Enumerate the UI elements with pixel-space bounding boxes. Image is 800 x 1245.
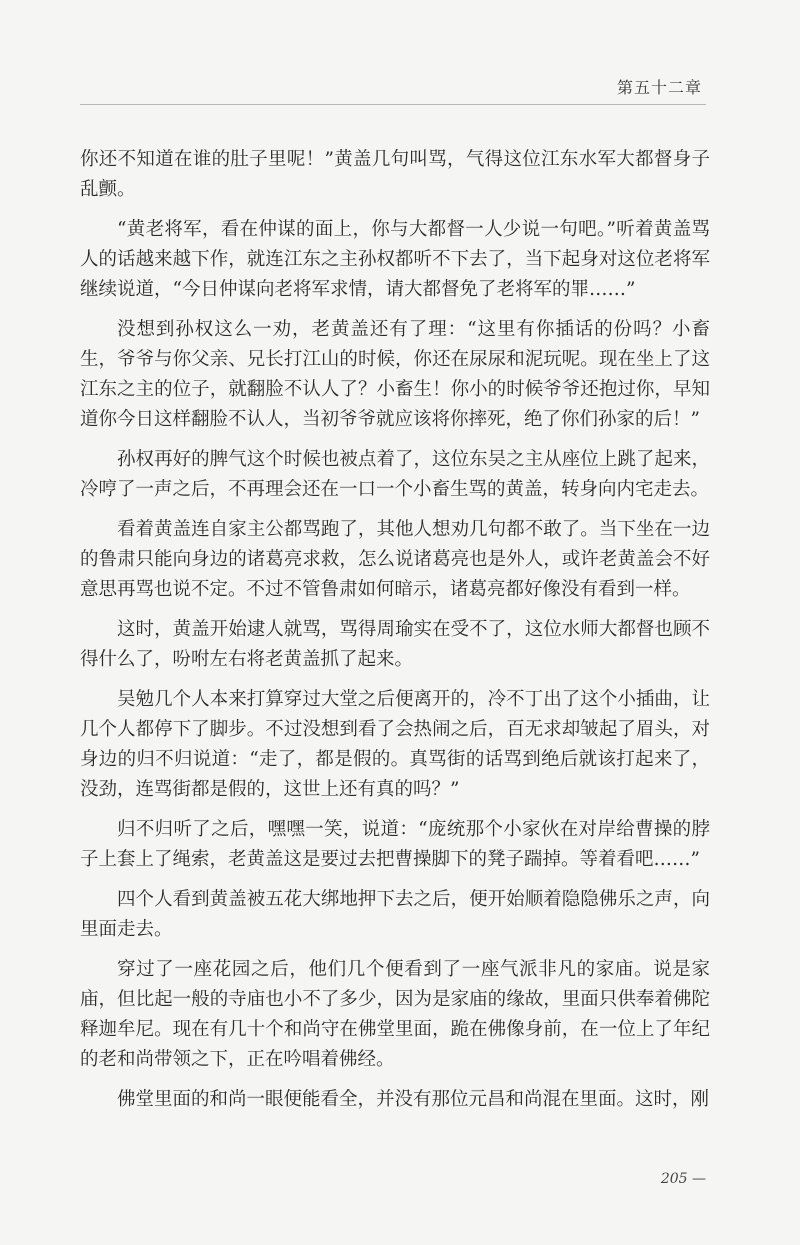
paragraph: 看着黄盖连自家主公都骂跑了，其他人想劝几句都不敢了。当下坐在一边的鲁肃只能向身边的诸葛亮求救，怎么说诸葛亮也是外人，或许老黄盖会不好意思再骂也说不定。不过不管鲁肃如何暗示，诸葛亮都好像没有看到一样。 — [80, 519, 710, 600]
paragraph: 你还不知道在谁的肚子里呢！”黄盖几句叫骂，气得这位江东水军大都督身子乱颤。 — [80, 149, 710, 200]
paragraph: 穿过了一座花园之后，他们几个便看到了一座气派非凡的家庙。说是家庙，但比起一般的寺庙也小不了多少，因为是家庙的缘故，里面只供奉着佛陀释迦牟尼。现在有几十个和尚守在佛堂里面，跪在佛像身前，在一位上了年纪的老和尚带领之下，正在吟唱着佛经。 — [80, 959, 710, 1070]
page-number-value: 205 — [660, 1171, 688, 1187]
page-body — [80, 145, 710, 1125]
page-number — [661, 1171, 706, 1187]
paragraph: 吴勉几个人本来打算穿过大堂之后便离开的，冷不丁出了这个小插曲，让几个人都停下了脚步。不过没想到看了会热闹之后，百无求却皱起了眉头，对身边的归不归说道：“走了，都是假的。真骂街的话骂到绝后就该打起来了，没劲，连骂街都是假的，这世上还有真的吗？” — [80, 689, 710, 800]
paragraph: 四个人看到黄盖被五花大绑地押下去之后，便开始顺着隐隐佛乐之声，向里面走去。 — [80, 889, 710, 940]
paragraph: 没想到孙权这么一劝，老黄盖还有了理：“这里有你插话的份吗？小畜生，爷爷与你父亲、兄长打江山的时候，你还在尿尿和泥玩呢。现在坐上了这江东之主的位子，就翻脸不认人了？小畜生！你小的时候爷爷还抱过你，早知道你今日这样翻脸不认人，当初爷爷就应该将你摔死，绝了你们孙家的后！” — [80, 319, 710, 430]
chapter-title: 第五十二章 — [616, 78, 702, 97]
paragraph: 孙权再好的脾气这个时候也被点着了，这位东吴之主从座位上跳了起来，冷哼了一声之后，不再理会还在一口一个小畜生骂的黄盖，转身向内宅走去。 — [80, 449, 710, 500]
page-number-dash: — — [687, 1171, 706, 1187]
paragraph: 归不归听了之后，嘿嘿一笑，说道：“庞统那个小家伙在对岸给曹操的脖子上套上了绳索，老黄盖这是要过去把曹操脚下的凳子踹掉。等着看吧……” — [80, 819, 710, 870]
paragraph: “黄老将军，看在仲谋的面上，你与大都督一人少说一句吧。”听着黄盖骂人的话越来越下作，就连江东之主孙权都听不下去了，当下起身对这位老将军继续说道，“今日仲谋向老将军求情，请大都督免了老将军的罪……” — [80, 219, 710, 300]
paragraph: 佛堂里面的和尚一眼便能看全，并没有那位元昌和尚混在里面。这时，刚 — [117, 1089, 710, 1110]
paragraph: 这时，黄盖开始逮人就骂，骂得周瑜实在受不了，这位水师大都督也顾不得什么了，吩咐左右将老黄盖抓了起来。 — [80, 619, 710, 670]
header-rule — [80, 104, 706, 105]
